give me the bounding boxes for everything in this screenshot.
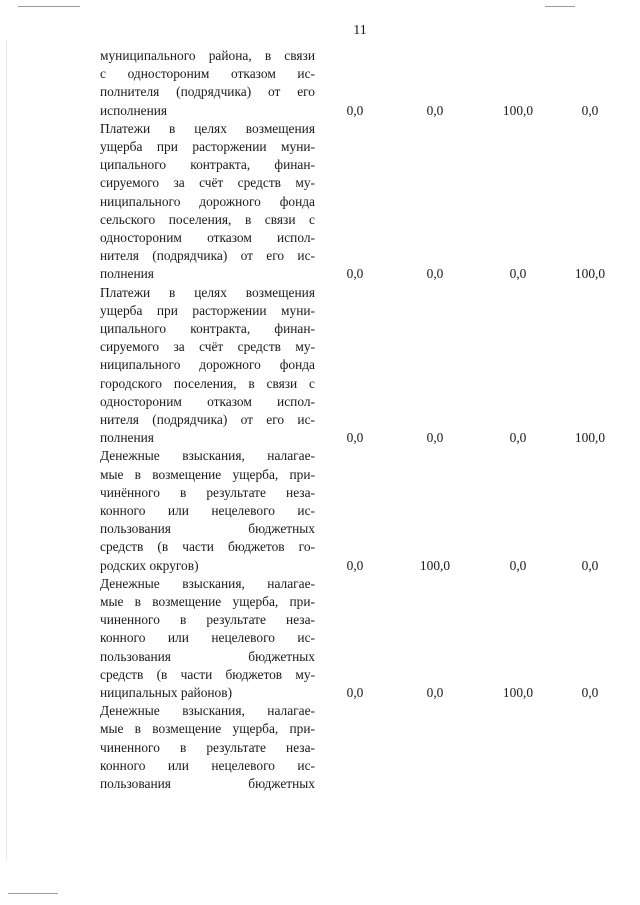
row-description-line: ципального контракта, финан-	[100, 321, 315, 336]
row-description-line: нителя (подрядчика) от его ис-	[100, 412, 315, 427]
scan-artifact-top	[18, 6, 80, 7]
row-description-line: сируемого за счёт средств му-	[100, 175, 315, 191]
row-description-line: исполнения	[100, 102, 168, 118]
row-description-line: пользования бюджетных	[100, 776, 315, 791]
value-col-4: 100,0	[574, 266, 606, 282]
value-col-3: 0,0	[509, 430, 527, 446]
scan-artifact-bottom	[8, 893, 58, 894]
row-description-line: чиненного в результате неза-	[100, 739, 315, 755]
value-col-2: 100,0	[419, 557, 451, 573]
row-description-line: ниципальных районов)	[100, 685, 233, 700]
row-description-line: с одностороним отказом ис-	[100, 66, 315, 82]
row-description-line: мые в возмещение ущерба, при-	[100, 721, 315, 737]
row-description-line: ущерба при расторжении муни-	[100, 139, 315, 154]
row-description-line: сируемого за счёт средств му-	[100, 339, 315, 355]
value-col-3: 100,0	[502, 685, 534, 700]
value-col-4: 0,0	[581, 557, 599, 573]
value-col-2: 0,0	[426, 685, 444, 700]
scan-artifact-left	[6, 40, 7, 860]
value-col-2: 0,0	[426, 102, 444, 118]
row-description-line: полнения	[100, 266, 154, 282]
value-col-3: 0,0	[509, 266, 527, 282]
row-description-line: конного или нецелевого ис-	[100, 630, 315, 646]
value-col-3: 0,0	[509, 557, 527, 573]
value-col-1: 0,0	[346, 557, 364, 573]
row-description-line: Платежи в целях возмещения	[100, 120, 315, 136]
row-description-line: средств (в части бюджетов го-	[100, 539, 315, 555]
row-description-line: полнения	[100, 430, 154, 446]
row-description-line: средств (в части бюджетов му-	[100, 666, 315, 682]
value-col-1: 0,0	[346, 102, 364, 118]
value-col-2: 0,0	[426, 266, 444, 282]
row-description-line: конного или нецелевого ис-	[100, 757, 315, 773]
value-col-3: 100,0	[502, 102, 534, 118]
row-description-line: одностороним отказом испол-	[100, 230, 315, 245]
row-description-line: городского поселения, в связи с	[100, 375, 315, 391]
value-col-1: 0,0	[346, 266, 364, 282]
row-description-line: ниципального дорожного фонда	[100, 193, 315, 209]
value-col-4: 0,0	[581, 685, 599, 700]
row-description-line: одностороним отказом испол-	[100, 393, 315, 409]
row-description-line: пользования бюджетных	[100, 521, 315, 537]
row-description-line: Денежные взыскания, налагае-	[100, 575, 315, 591]
scan-artifact-top-right	[545, 6, 575, 7]
row-description-line: муниципального района, в связи	[100, 48, 315, 63]
row-description-line: Денежные взыскания, налагае-	[100, 703, 315, 719]
page-number: 11	[353, 23, 367, 38]
row-description-line: сельского поселения, в связи с	[100, 211, 315, 227]
value-col-1: 0,0	[346, 685, 364, 700]
value-col-4: 0,0	[581, 102, 599, 118]
row-description-line: ниципального дорожного фонда	[100, 357, 315, 373]
row-description-line: чинённого в результате неза-	[100, 484, 315, 500]
value-col-2: 0,0	[426, 430, 444, 446]
value-col-4: 100,0	[574, 430, 606, 446]
row-description-line: ципального контракта, финан-	[100, 157, 315, 173]
row-description-line: мые в возмещение ущерба, при-	[100, 466, 315, 482]
row-description-line: пользования бюджетных	[100, 648, 315, 664]
row-description-line: чиненного в результате неза-	[100, 612, 315, 628]
row-description-line: Платежи в целях возмещения	[100, 284, 315, 300]
row-description-line: мые в возмещение ущерба, при-	[100, 594, 315, 609]
row-description-line: родских округов)	[100, 557, 199, 573]
row-description-line: нителя (подрядчика) от его ис-	[100, 248, 315, 264]
row-description-line: ущерба при расторжении муни-	[100, 302, 315, 318]
row-description-line: Денежные взыскания, налагае-	[100, 448, 315, 464]
row-description-line: полнителя (подрядчика) от его	[100, 84, 315, 100]
value-col-1: 0,0	[346, 430, 364, 446]
row-description-line: конного или нецелевого ис-	[100, 503, 315, 518]
